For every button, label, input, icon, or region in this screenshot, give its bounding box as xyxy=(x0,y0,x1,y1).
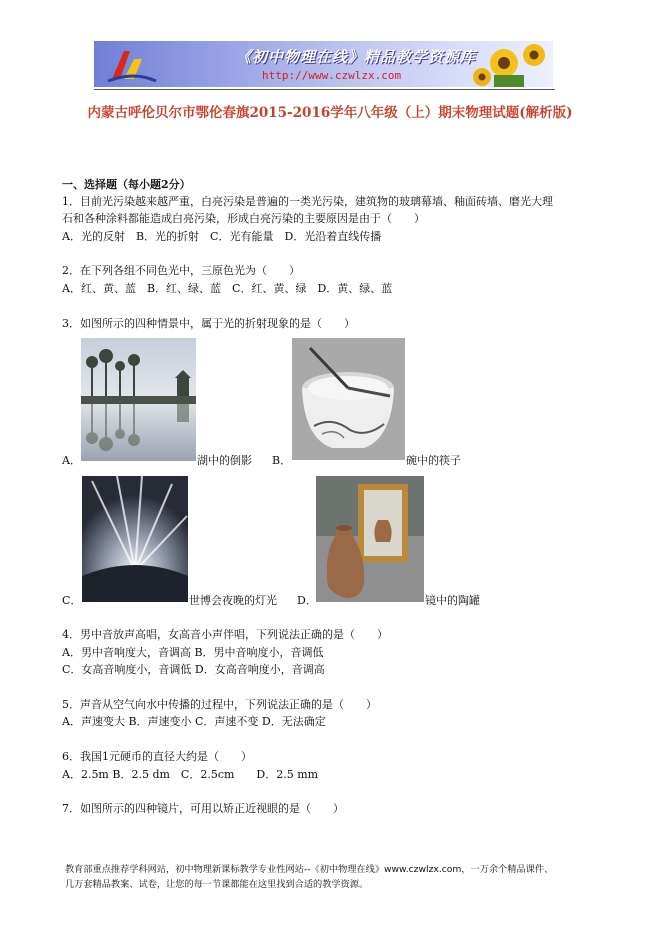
footer-line1: 教育部重点推荐学科网站，初中物理新课标教学专业性网站--《初中物理在线》www.czwlzx.com，一万余个精品课件、 xyxy=(65,864,554,875)
q3-option-c-caption: 世博会夜晚的灯光 xyxy=(189,594,277,607)
q3-option-d-letter: D． xyxy=(297,594,317,607)
q3-image-bowl-chopsticks xyxy=(292,338,405,460)
header-banner xyxy=(94,41,553,87)
banner-title: 《初中物理在线》精品教学资源库 xyxy=(236,48,477,66)
q3-option-b-caption: 碗中的筷子 xyxy=(406,454,461,467)
section-heading: 一、选择题（每小题2分） xyxy=(62,178,191,191)
banner-url[interactable]: http://www.czwlzx.com xyxy=(262,69,402,82)
q3-option-b-letter: B． xyxy=(272,454,292,467)
page-footer xyxy=(65,862,605,892)
q3-option-c-letter: C． xyxy=(62,594,82,607)
q4-stem: 4．男中音放声高唱，女高音小声伴唱，下列说法正确的是（ ） xyxy=(62,628,388,641)
q4-options-line1: A．男中音响度大，音调高 B．男中音响度小，音调低 xyxy=(62,646,324,659)
q5-options: A．声速变大 B．声速变小 C．声速不变 D．无法确定 xyxy=(62,715,326,728)
q2-stem: 2．在下列各组不同色光中，三原色光为（ ） xyxy=(62,264,300,277)
q3-option-a-caption: 湖中的倒影 xyxy=(197,454,252,467)
q2-options: A．红、黄、蓝 B．红、绿、蓝 C．红、黄、绿 D．黄、绿、蓝 xyxy=(62,282,393,295)
q5-stem: 5．声音从空气向水中传播的过程中，下列说法正确的是（ ） xyxy=(62,698,377,711)
footer-line2: 几万套精品教案、试卷，让您的每一节课都能在这里找到合适的教学资源。 xyxy=(65,879,369,890)
q3-stem: 3．如图所示的四种情景中，属于光的折射现象的是（ ） xyxy=(62,317,355,330)
document-title: 内蒙古呼伦贝尔市鄂伦春旗2015-2016学年八年级（上）期末物理试题(解析版) xyxy=(87,105,573,121)
q6-options: A．2.5m B．2.5 dm C．2.5cm D．2.5 mm xyxy=(62,768,319,781)
header-divider xyxy=(94,89,555,90)
q1-options: A．光的反射 B．光的折射 C．光有能量 D．光沿着直线传播 xyxy=(62,230,382,243)
q7-stem: 7．如图所示的四种镜片，可用以矫正近视眼的是（ ） xyxy=(62,802,344,815)
q3-image-expo-lights xyxy=(82,476,188,602)
q3-image-lake-reflection xyxy=(81,338,196,461)
q6-stem: 6．我国1元硬币的直径大约是（ ） xyxy=(62,750,252,763)
q1-stem-line1: 1．目前光污染越来越严重，白亮污染是普遍的一类光污染，建筑物的玻璃幕墙、釉面砖墙、磨光大理 xyxy=(62,195,553,208)
q1-stem-line2: 石和各种涂料都能造成白亮污染，形成白亮污染的主要原因是由于（ ） xyxy=(62,212,425,225)
q4-options-line2: C．女高音响度小，音调低 D．女高音响度小，音调高 xyxy=(62,663,325,676)
q3-option-a-letter: A． xyxy=(62,454,81,467)
q3-image-mirror-vase xyxy=(316,476,424,602)
q3-option-d-caption: 镜中的陶罐 xyxy=(425,594,480,607)
